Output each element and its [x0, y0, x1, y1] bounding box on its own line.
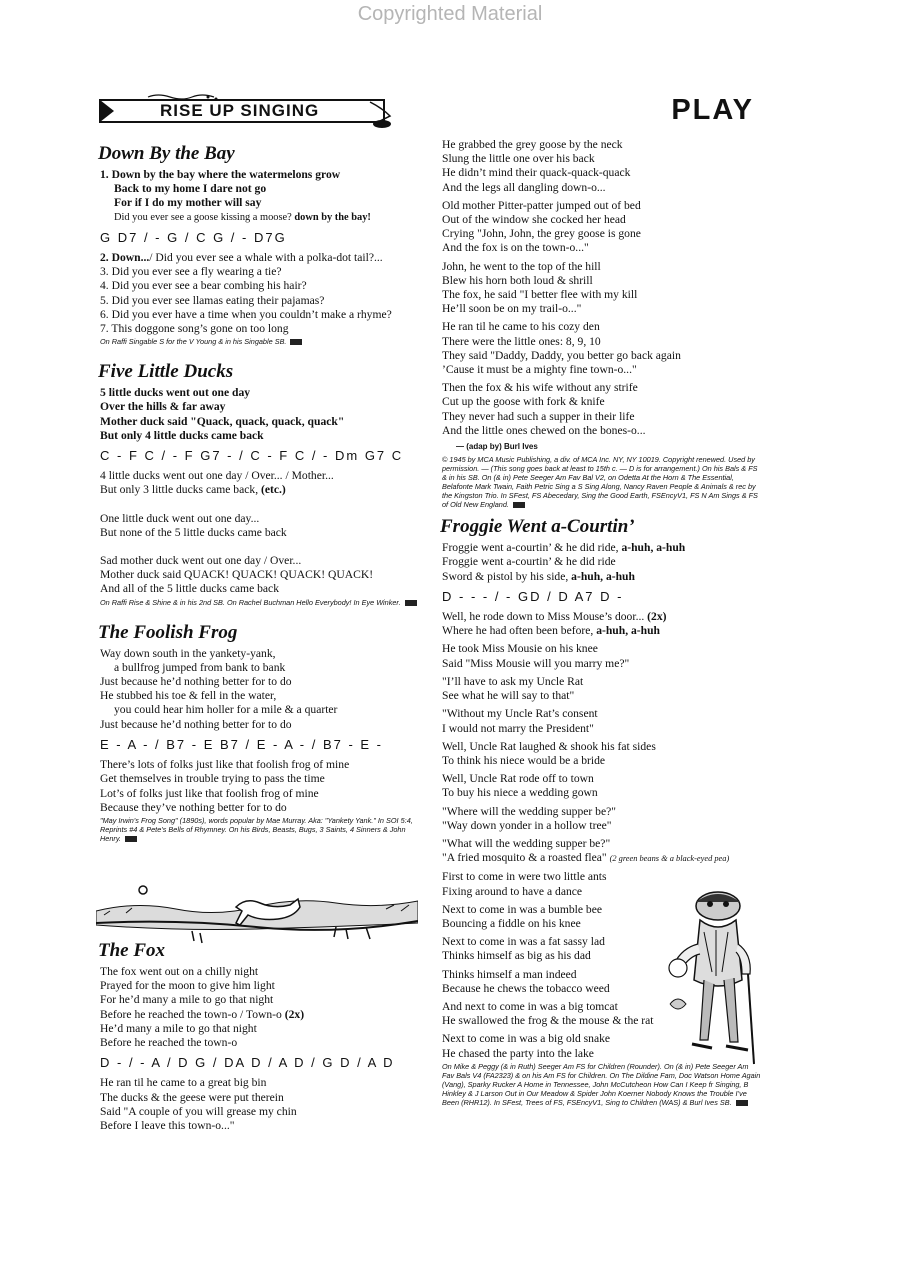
frog-illustration	[660, 884, 760, 1076]
lyric-line: Lot’s of folks just like that foolish frog of mine	[100, 786, 319, 800]
lyric-line: But none of the 5 little ducks came back	[100, 525, 287, 539]
lyric-line: One little duck went out one day...	[100, 511, 260, 525]
song-title-the-foolish-frog: The Foolish Frog	[98, 621, 238, 643]
song-note-text: On Raffi Singable S for the V Young & in his Singable SB.	[100, 337, 287, 347]
song-title-down-by-the-bay: Down By the Bay	[98, 143, 235, 164]
lyric-line: you could hear him holler for a mile & a quarter	[114, 703, 338, 717]
lyric-line: 7. This doggone song’s gone on too long	[100, 322, 289, 336]
chord-line: C - F C / - F G7 - / C - F C / - Dm G7 C	[100, 448, 404, 464]
lyric-line: Crying "John, John, the grey goose is gone	[442, 227, 641, 241]
lyric-line	[442, 610, 762, 624]
song-title-the-fox: The Fox	[98, 939, 166, 961]
lyric-bold: (etc.)	[261, 483, 286, 497]
recording-badge-icon	[513, 502, 525, 508]
chord-line: G D7 / - G / C G / - D7G	[100, 229, 287, 245]
lyric-line	[100, 1008, 418, 1022]
lyric-line: He ran til he came to his cozy den	[442, 320, 600, 334]
song-title-froggie-went-a-courtin: Froggie Went a-Courtin’	[440, 516, 635, 538]
song-note-text: "May Irwin’s Frog Song" (1890s), words popular by Mae Murray. Aka: "Yankety Yank." In SOI 5:4, Reprints #4 & Pete’s Bells of Rhymney. On his Birds, Beasts, Bugs, 3 Saints, 4 Sinners & John Henry.	[100, 815, 413, 843]
lyric-line: Well, Uncle Rat rode off to town	[442, 772, 594, 786]
lyric-line: Just because he’d nothing better for to do	[100, 717, 292, 731]
lyric-line: Well, Uncle Rat laughed & shook his fat sides	[442, 739, 656, 753]
fox-landscape-icon	[96, 883, 418, 949]
lyric-text: Sword & pistol by his side,	[442, 569, 572, 583]
fox-goose-illustration	[96, 883, 418, 949]
lyric-text: "A fried mosquito & a roasted flea"	[442, 851, 607, 865]
lyric-line: For if I do my mother will say	[114, 196, 262, 210]
chord-line: D - / - A / D G / DA D / A D / G D / A D	[100, 1055, 395, 1071]
lyric-line: Fixing around to have a dance	[442, 884, 583, 898]
lyric-line: And next to come in was a big tomcat	[442, 999, 618, 1013]
lyric-line: "Without my Uncle Rat’s consent	[442, 707, 598, 721]
lyric-text: Well, he rode down to Miss Mouse’s door...	[442, 610, 648, 624]
lyric-line: Mother duck said "Quack, quack, quack, quack"	[100, 414, 345, 428]
recording-badge-icon	[405, 600, 417, 606]
lyric-line: But only 4 little ducks came back	[100, 428, 264, 442]
song-title-five-little-ducks: Five Little Ducks	[98, 361, 234, 383]
lyric-line: Next to come in was a big old snake	[442, 1032, 611, 1046]
left-column	[100, 142, 418, 1133]
lyric-line: Slung the little one over his back	[442, 152, 595, 166]
lyric-line: First to come in were two little ants	[442, 870, 607, 884]
lyric-line: He didn’t mind their quack-quack-quack	[442, 166, 631, 180]
lyric-line: For he’d many a mile to go that night	[100, 993, 274, 1007]
lyric-line: Over the hills & far away	[100, 400, 226, 414]
copyright-watermark: Copyrighted Material	[357, 3, 543, 25]
lyric-line: Thinks himself as big as his dad	[442, 949, 591, 963]
lyric-line: Before I leave this town-o..."	[100, 1118, 235, 1132]
lyric-line: He took Miss Mousie on his knee	[442, 642, 598, 656]
lyric-line: 6. Did you ever have a time when you couldn’t make a rhyme?	[100, 307, 392, 321]
lyric-line: "I’ll have to ask my Uncle Rat	[442, 674, 584, 688]
lyric-line: "Where will the wedding supper be?"	[442, 804, 616, 818]
lyric-line: Back to my home I dare not go	[114, 182, 267, 196]
lyric-line: They never had such a supper in their life	[442, 409, 635, 423]
lyric-line: Next to come in was a fat sassy lad	[442, 935, 605, 949]
lyric-line: Way down south in the yankety-yank,	[100, 646, 276, 660]
lyric-line: Mother duck said QUACK! QUACK! QUACK! QUACK!	[100, 568, 374, 582]
song-note	[100, 337, 418, 346]
lyric-line	[100, 251, 418, 265]
lyric-line: Because they’ve nothing better for to do	[100, 800, 287, 814]
recording-badge-icon	[290, 339, 302, 345]
lyric-bold: 2. Down...	[100, 251, 150, 265]
lyric-line: Prayed for the moon to give him light	[100, 979, 275, 993]
lyric-line: Then the fox & his wife without any strife	[442, 381, 638, 395]
lyric-line: ’Cause it must be a mighty fine town-o..."	[442, 363, 637, 377]
lyric-text: Froggie went a-courtin’ & he did ride,	[442, 541, 622, 555]
song-note-text: © 1945 by MCA Music Publishing, a div. of MCA Inc. NY, NY 10019. Copyright renewed. Used by permission. — (This song goes back at least to 15th c. — D is for arrangement.) On his Bals & FS & in his SB. On (& in) Pete Seeger Am Fav Bal V2, on Odetta At the Horn & The Essential, Belafonte Mark Twain, Faith Petric Sing a S Sing Along, Nancy Raven People & Animals & rec by the Kingston Trio. In SFest, FS Abecedary, Sing the Good Earth, FSEncyV1, FS N Am Sings & FS of Old New England.	[442, 455, 758, 510]
lyric-line: a bullfrog jumped from bank to bank	[114, 660, 286, 674]
lyric-line: Thinks himself a man indeed	[442, 967, 577, 981]
lyric-line: Cut up the goose with fork & knife	[442, 395, 605, 409]
lyric-line: Before he reached the town-o	[100, 1035, 238, 1049]
lyric-line: 1. Down by the bay where the watermelons grow	[100, 168, 341, 181]
lyric-refrain: down by the bay!	[294, 211, 371, 223]
lyric-line: Blew his horn both loud & shrill	[442, 273, 593, 287]
lyric-line: Out of the window she cocked her head	[442, 213, 626, 227]
lyric-line	[100, 211, 418, 225]
lyric-text: But only 3 little ducks came back,	[100, 483, 259, 497]
lyric-bold: (2x)	[647, 610, 667, 624]
lyric-line: Said "A couple of you will grease my chin	[100, 1104, 297, 1118]
lyric-line: He stubbed his toe & fell in the water,	[100, 689, 277, 703]
lyric-line: The fox, he said "I better flee with my kill	[442, 288, 638, 302]
lyric-line: "Way down yonder in a hollow tree"	[442, 818, 612, 832]
lyric-line: "What will the wedding supper be?"	[442, 836, 611, 850]
lyric-line	[442, 624, 762, 638]
lyric-line: Get themselves in trouble trying to pass the time	[100, 772, 325, 786]
lyric-line: The fox went out on a chilly night	[100, 964, 259, 978]
lyric-line: He’ll soon be on my trail-o..."	[442, 302, 582, 316]
lyric-line: The ducks & the geese were put therein	[100, 1090, 284, 1104]
lyric-line: There were the little ones: 8, 9, 10	[442, 334, 601, 348]
lyric-line: To think his niece would be a bride	[442, 753, 606, 767]
lyric-line: He chased the party into the lake	[442, 1046, 594, 1060]
lyric-line: See what he will say to that"	[442, 689, 575, 703]
song-note	[442, 455, 762, 509]
banner-title: RISE UP SINGING	[160, 101, 320, 120]
section-title: PLAY	[671, 94, 754, 126]
chord-line: E - A - / B7 - E B7 / E - A - / B7 - E -	[100, 736, 384, 752]
lyric-line: 4 little ducks went out one day / Over... / Mother...	[100, 469, 334, 483]
lyric-line: He grabbed the grey goose by the neck	[442, 138, 623, 151]
lyric-bold: a-huh, a-huh	[571, 569, 635, 583]
lyric-question: Did you ever see a goose kissing a moose?	[114, 211, 292, 223]
lyric-line: Bouncing a fiddle on his knee	[442, 916, 581, 930]
rise-up-singing-banner	[98, 94, 398, 130]
lyric-line: To buy his niece a wedding gown	[442, 786, 598, 800]
lyric-repeat: (2x)	[284, 1007, 305, 1021]
lyric-line	[442, 555, 762, 569]
lyric-line: 5. Did you ever see llamas eating their pajamas?	[100, 293, 325, 307]
song-note-text: On Mike & Peggy (& in Ruth) Seeger Am FS for Children (Rounder). On (& in) Pete Seeger Am Fav Bals V4 (FA2323) & on his Am FS for Children. On The Dildine Fam, Doc Watson Home Again (Vang), Sparky Rucker A Home in Tennessee, John McCutcheon How Can I Keep fr Singing, B Hinkley & J Larson Out in Our Meadow & Spider John Koerner Nobody Knows the Trouble I’ve Been (RHR12). In SFest, Trees of FS, FSEncyV1, Sing to Children (WAS) & Burl Ives SB.	[442, 1061, 761, 1107]
lyric-line: And the legs all dangling down-o...	[442, 180, 606, 194]
recording-badge-icon	[736, 1100, 748, 1106]
lyric-line: 4. Did you ever see a bear combing his hair?	[100, 279, 307, 293]
lyric-line: And all of the 5 little ducks came back	[100, 582, 280, 596]
lyric-text: Before he reached the town-o / Town-o	[100, 1007, 282, 1021]
lyric-line: Sad mother duck went out one day / Over...	[100, 554, 302, 568]
lyric-line	[442, 570, 762, 584]
frog-gentleman-icon	[660, 884, 760, 1076]
lyric-line: And the fox is on the town-o..."	[442, 241, 589, 255]
lyric-line: He swallowed the frog & the mouse & the rat	[442, 1014, 654, 1028]
lyric-line: Next to come in was a bumble bee	[442, 902, 603, 916]
lyric-line: And the little ones chewed on the bones-o...	[442, 423, 646, 437]
lyric-aside: (2 green beans & a black-eyed pea)	[609, 854, 730, 864]
lyric-line	[442, 541, 762, 555]
song-credit: — (adap by) Burl Ives	[456, 442, 538, 452]
lyric-rest: / Did you ever see a whale with a polka-dot tail?...	[149, 251, 383, 265]
chord-line: D - - - / - GD / D A7 D -	[442, 588, 624, 604]
lyric-line: There’s lots of folks just like that foolish frog of mine	[100, 758, 350, 772]
lyric-line: 5 little ducks went out one day	[100, 386, 251, 400]
lyric-text: Where he had often been before,	[442, 624, 597, 638]
song-note-text: On Raffi Rise & Shine & in his 2nd SB. On Rachel Buchman Hello Everybody! In Eye Winker.	[100, 597, 401, 607]
lyric-text: Froggie went a-courtin’ & he did ride	[442, 555, 616, 569]
lyric-line: John, he went to the top of the hill	[442, 259, 601, 273]
lyric-bold: a-huh, a-huh	[596, 624, 660, 638]
recording-badge-icon	[125, 836, 137, 842]
lyric-line	[442, 851, 762, 866]
lyric-line: Just because he’d nothing better for to do	[100, 675, 292, 689]
lyric-line: Because he chews the tobacco weed	[442, 981, 610, 995]
lyric-bold: a-huh, a-huh	[621, 541, 686, 555]
lyric-line: He’d many a mile to go that night	[100, 1021, 257, 1035]
lyric-line: They said "Daddy, Daddy, you better go back again	[442, 348, 681, 362]
lyric-line: Old mother Pitter-patter jumped out of bed	[442, 198, 641, 212]
lyric-line: Said "Miss Mousie will you marry me?"	[442, 656, 630, 670]
lyric-line: 3. Did you ever see a fly wearing a tie?	[100, 265, 282, 279]
lyric-line: I would not marry the President"	[442, 721, 594, 735]
song-note	[100, 598, 418, 607]
song-note	[100, 816, 418, 843]
lyric-line: He ran til he came to a great big bin	[100, 1076, 267, 1090]
lyric-line	[100, 483, 418, 497]
